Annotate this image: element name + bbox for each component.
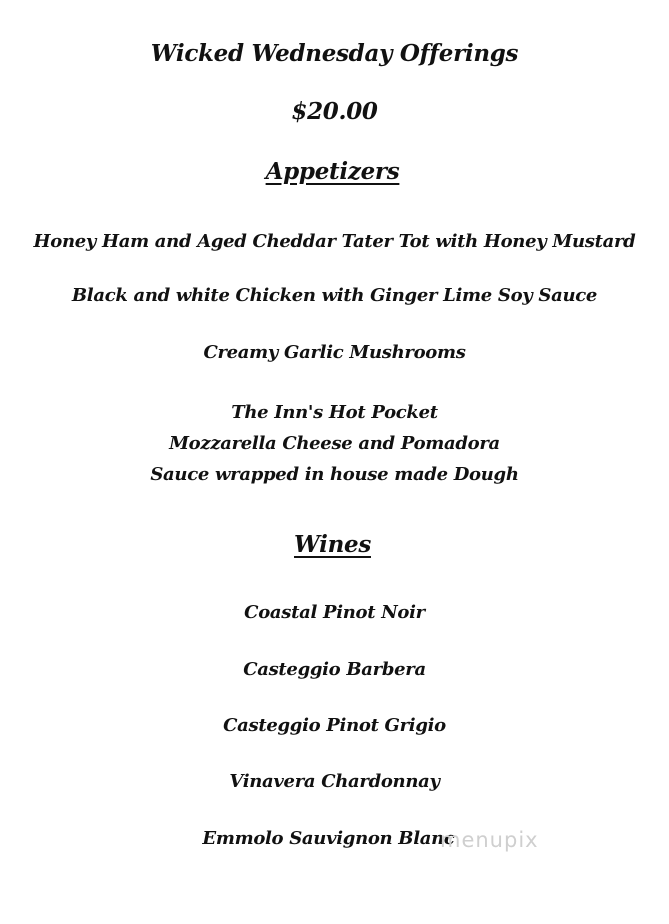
appetizer-item: The Inn's Hot Pocket: [231, 402, 438, 423]
menu-title: Wicked Wednesday Offerings: [150, 40, 519, 67]
appetizer-item-detail: Sauce wrapped in house made Dough: [150, 464, 519, 485]
appetizer-item: Black and white Chicken with Ginger Lime Soy Sauce: [71, 285, 598, 306]
wines-heading: Wines: [294, 531, 371, 558]
appetizers-heading: Appetizers: [265, 158, 400, 185]
menupix-watermark: menupix: [440, 828, 539, 852]
wine-item: Casteggio Pinot Grigio: [223, 715, 446, 736]
appetizer-item: Honey Ham and Aged Cheddar Tater Tot with Honey Mustard: [33, 231, 636, 252]
appetizer-item-detail: Mozzarella Cheese and Pomadora: [169, 433, 500, 454]
menu-price: $20.00: [291, 98, 378, 125]
wine-item: Casteggio Barbera: [243, 659, 426, 680]
appetizer-item: Creamy Garlic Mushrooms: [203, 342, 466, 363]
wine-item: Emmolo Sauvignon Blanc: [202, 828, 455, 849]
wine-item: Coastal Pinot Noir: [244, 602, 425, 623]
wine-item: Vinavera Chardonnay: [229, 771, 440, 792]
